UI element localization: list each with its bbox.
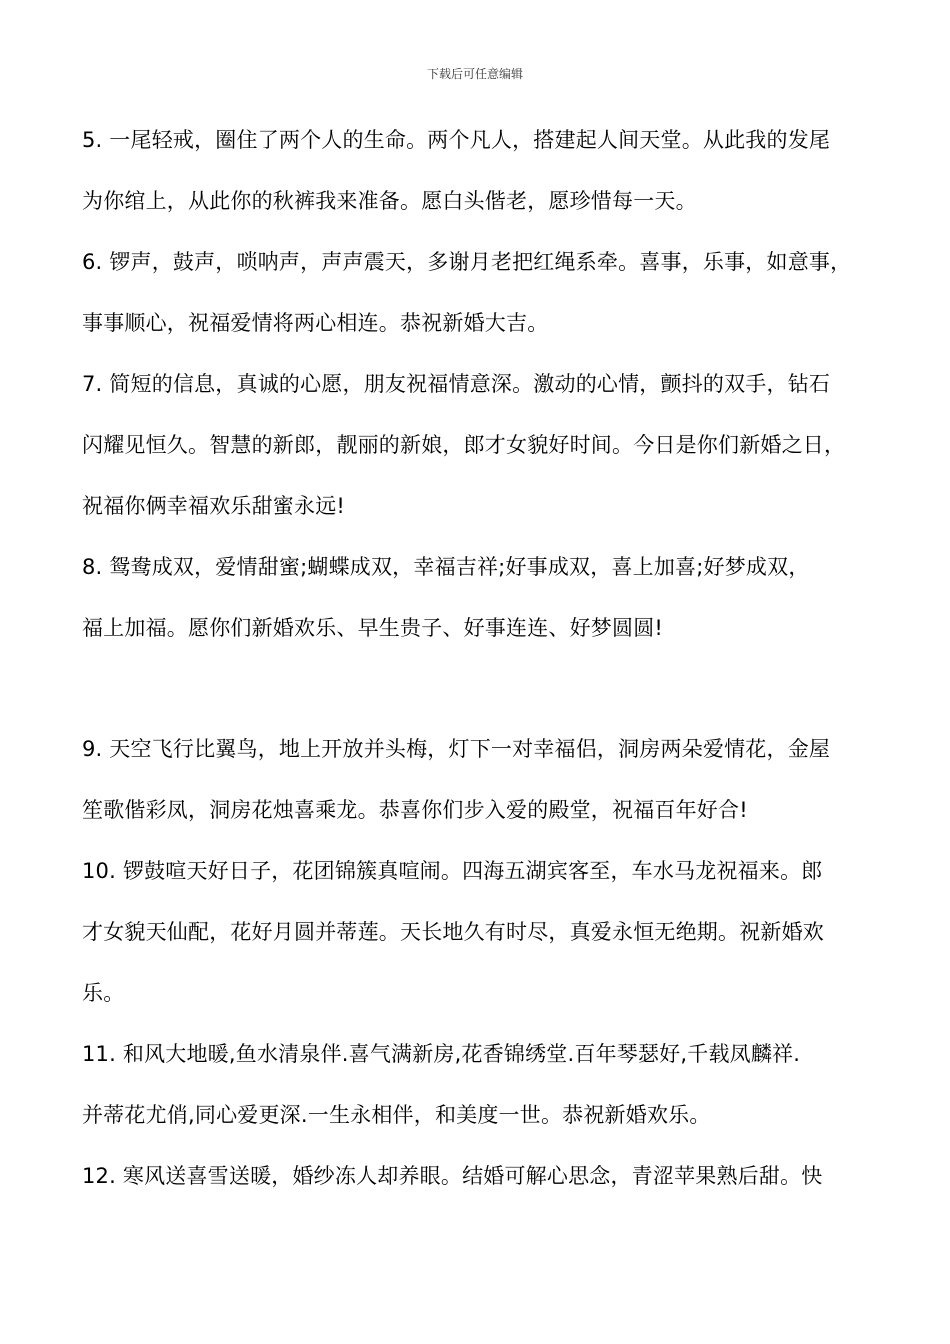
paragraph-9 — [82, 719, 882, 841]
text-line: 6. 锣声，鼓声，唢呐声，声声震天，多谢月老把红绳系牵。喜事，乐事，如意事， — [82, 250, 852, 274]
text-line: 9. 天空飞行比翼鸟，地上开放并头梅，灯下一对幸福侣，洞房两朵爱情花，金屋 — [82, 737, 831, 761]
paragraph-6 — [82, 232, 882, 354]
text-line: 5. 一尾轻戒，圈住了两个人的生命。两个凡人，搭建起人间天堂。从此我的发尾 — [82, 128, 831, 152]
paragraph-11 — [82, 1024, 882, 1146]
document-body — [82, 110, 882, 1207]
text-line: 乐。 — [82, 981, 125, 1005]
text-line: 闪耀见恒久。智慧的新郎，靓丽的新娘，郎才女貌好时间。今日是你们新婚之日， — [82, 433, 846, 457]
text-line: 祝福你俩幸福欢乐甜蜜永远! — [82, 494, 346, 518]
paragraph-12 — [82, 1146, 882, 1207]
text-line: 笙歌偕彩凤，洞房花烛喜乘龙。恭喜你们步入爱的殿堂，祝福百年好合! — [82, 798, 748, 822]
text-line: 为你绾上，从此你的秋裤我来准备。愿白头偕老，愿珍惜每一天。 — [82, 189, 697, 213]
paragraph-gap — [82, 659, 882, 719]
text-line: 事事顺心，祝福爱情将两心相连。恭祝新婚大吉。 — [82, 311, 549, 335]
paragraph-8 — [82, 537, 882, 659]
text-line: 12. 寒风送喜雪送暖，婚纱冻人却养眼。结婚可解心思念，青涩苹果熟后甜。快 — [82, 1164, 823, 1188]
text-line: 10. 锣鼓喧天好日子，花团锦簇真喧闹。四海五湖宾客至，车水马龙祝福来。郎 — [82, 859, 823, 883]
paragraph-7 — [82, 354, 882, 537]
text-line: 福上加福。愿你们新婚欢乐、早生贵子、好事连连、好梦圆圆! — [82, 616, 664, 640]
text-line: 并蒂花尤俏,同心爱更深.一生永相伴，和美度一世。恭祝新婚欢乐。 — [82, 1103, 711, 1127]
paragraph-10 — [82, 841, 882, 1024]
text-line: 8. 鸳鸯成双，爱情甜蜜;蝴蝶成双，幸福吉祥;好事成双，喜上加喜;好梦成双， — [82, 555, 810, 579]
text-line: 才女貌天仙配，花好月圆并蒂莲。天长地久有时尽，真爱永恒无绝期。祝新婚欢 — [82, 920, 824, 944]
page-header: 下载后可任意编辑 — [426, 67, 523, 81]
text-line: 7. 简短的信息，真诚的心愿，朋友祝福情意深。激动的心情，颤抖的双手，钻石 — [82, 372, 831, 396]
text-line: 11. 和风大地暖,鱼水清泉伴.喜气满新房,花香锦绣堂.百年琴瑟好,千载凤麟祥. — [82, 1042, 801, 1066]
paragraph-5 — [82, 110, 882, 232]
